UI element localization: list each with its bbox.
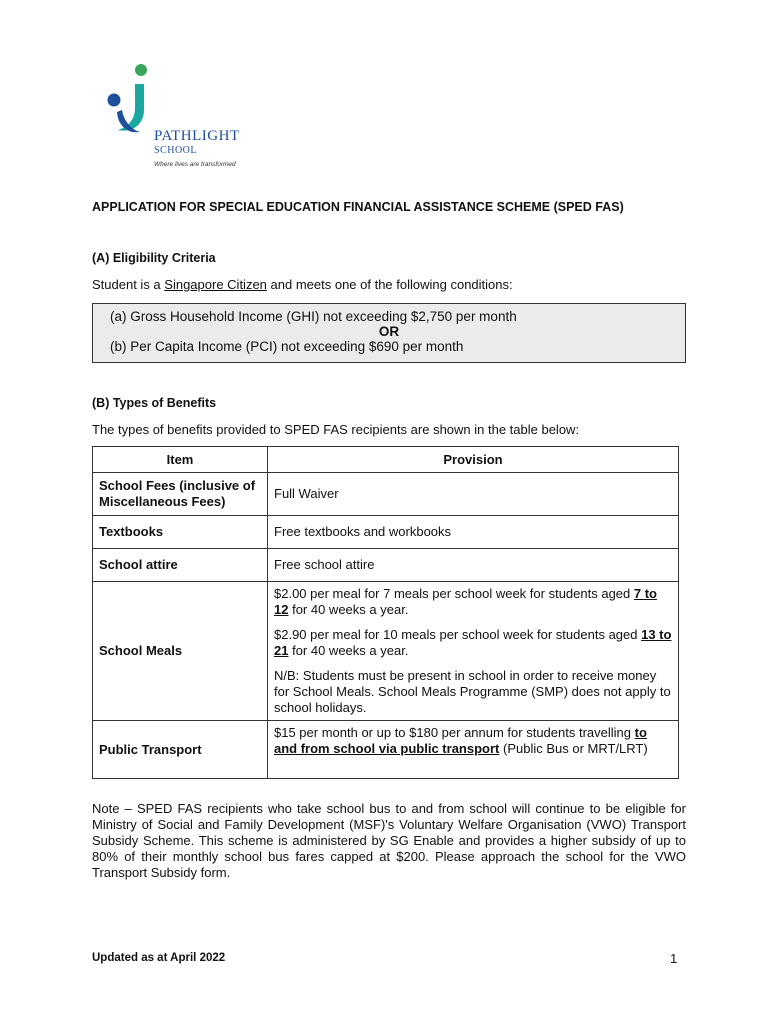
logo-mark-icon [100, 60, 160, 135]
pathlight-logo [100, 60, 260, 175]
section-b-intro: The types of benefits provided to SPED FAS recipients are shown in the table below: [92, 422, 580, 437]
table-row [93, 549, 679, 582]
item-school-attire: School attire [93, 549, 268, 582]
meals-rate-secondary [274, 627, 672, 659]
table-header-row [93, 447, 679, 473]
logo-tagline: Where lives are transformed [154, 161, 236, 168]
provision-public-transport [268, 721, 679, 779]
item-school-fees: School Fees (inclusive of Miscellaneous Fees) [93, 473, 268, 516]
item-textbooks: Textbooks [93, 516, 268, 549]
meals-p2-age: 13 to 21 [274, 627, 672, 658]
logo-name: PATHLIGHT [154, 128, 240, 144]
table-row [93, 516, 679, 549]
singapore-citizen-text: Singapore Citizen [164, 277, 267, 292]
item-public-transport: Public Transport [93, 721, 268, 779]
document-title: APPLICATION FOR SPECIAL EDUCATION FINANCIAL ASSISTANCE SCHEME (SPED FAS) [92, 200, 624, 214]
condition-b: (b) Per Capita Income (PCI) not exceeding $690 per month [110, 339, 464, 354]
meals-note: N/B: Students must be present in school in order to receive money for School Meals. School Meals Programme (SMP) does not apply to school holidays. [274, 668, 671, 715]
meals-p1-age: 7 to 12 [274, 586, 657, 617]
provision-school-meals [268, 582, 679, 721]
section-a-heading: (A) Eligibility Criteria [92, 251, 216, 265]
meals-p2-text: $2.90 per meal for 10 meals per school week for students aged [274, 627, 642, 642]
section-a-intro [92, 277, 513, 292]
page-number: 1 [670, 951, 678, 966]
benefits-table [92, 446, 679, 779]
header-provision: Provision [268, 447, 679, 473]
provision-school-attire: Free school attire [268, 549, 679, 582]
table-row [93, 582, 679, 721]
intro-text-end: and meets one of the following conditions: [266, 277, 513, 292]
or-label: OR [378, 324, 400, 339]
table-row [93, 473, 679, 516]
footer-updated: Updated as at April 2022 [92, 952, 226, 964]
meals-p1-end: for 40 weeks a year. [288, 602, 409, 617]
section-b-heading: (B) Types of Benefits [92, 396, 217, 410]
provision-school-fees: Full Waiver [268, 473, 679, 516]
meals-rate-primary [274, 586, 672, 618]
item-school-meals: School Meals [93, 582, 268, 721]
meals-p1-text: $2.00 per meal for 7 meals per school week for students aged [274, 586, 634, 601]
table-row [93, 721, 679, 779]
transport-condition: to and from school via public transport [274, 725, 647, 756]
eligibility-conditions-box [92, 303, 686, 363]
transport-note: Note – SPED FAS recipients who take school bus to and from school will continue to be eligible for Ministry of Social and Family Development (MSF)'s Voluntary Welfare Organisation (VWO) Transport Subsidy Scheme. This scheme is administered by SG Enable and provides a higher subsidy of up to 80% of their monthly school bus fares capped at $200. Please approach the school for the VWO Transport Subsidy form. [92, 801, 686, 880]
provision-textbooks: Free textbooks and workbooks [268, 516, 679, 549]
condition-a: (a) Gross Household Income (GHI) not exceeding $2,750 per month [110, 309, 517, 324]
header-item: Item [93, 447, 268, 473]
logo-school: SCHOOL [154, 145, 198, 156]
transport-text-end: (Public Bus or MRT/LRT) [499, 741, 648, 756]
intro-text: Student is a [92, 277, 165, 292]
transport-text: $15 per month or up to $180 per annum for students travelling [274, 725, 635, 740]
meals-p2-end: for 40 weeks a year. [288, 643, 409, 658]
